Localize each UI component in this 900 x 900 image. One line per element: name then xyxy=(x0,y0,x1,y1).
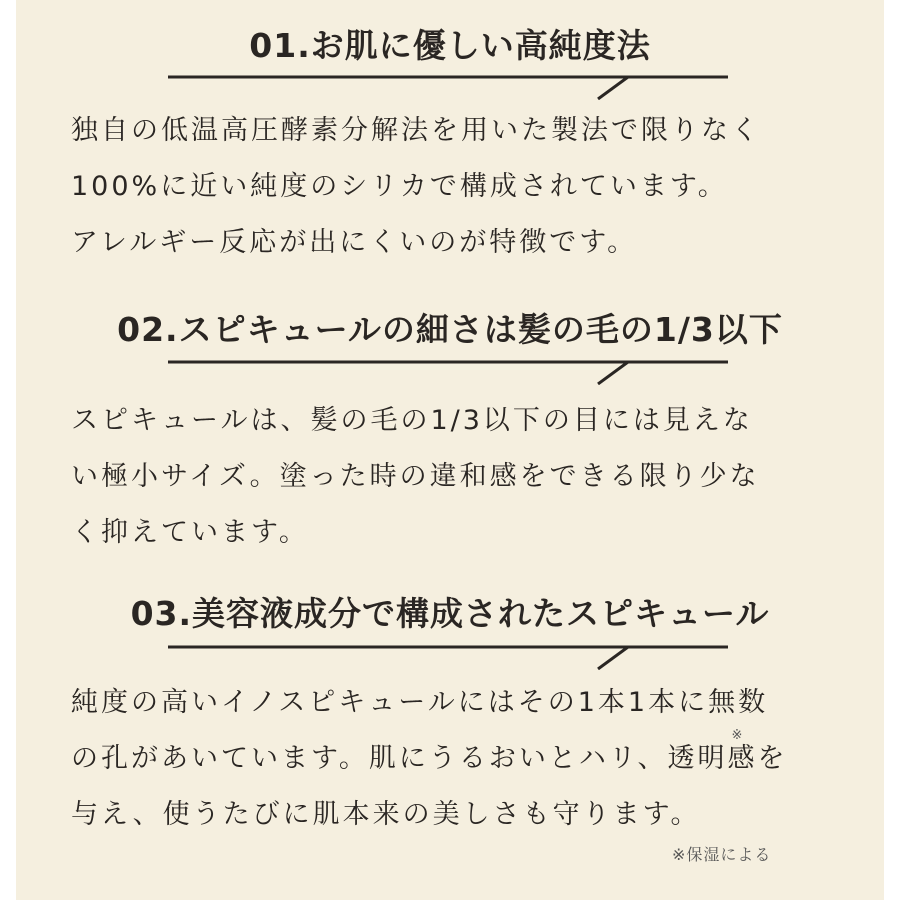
heading-divider-1 xyxy=(168,70,730,100)
section-2-line: い極小サイズ。塗った時の違和感をできる限り少な xyxy=(71,461,760,492)
section-1-line: アレルギー反応が出にくいのが特徴です。 xyxy=(71,227,638,258)
section-1-line: 100%に近い純度のシリカで構成されています。 xyxy=(71,171,728,202)
section-3-line: 純度の高いイノスピキュールにはその1本1本に無数 xyxy=(71,687,769,718)
section-1-body xyxy=(71,103,871,271)
heading-divider-2 xyxy=(168,355,730,385)
section-1-heading: 01.お肌に優しい高純度法 xyxy=(249,26,651,65)
section-3-line-part: を xyxy=(757,743,788,774)
section-2-line: く抑えています。 xyxy=(71,517,309,548)
content-panel xyxy=(16,0,884,900)
section-3-line-with-note xyxy=(71,728,871,787)
note-marker: ※ xyxy=(731,728,743,743)
section-2-line: スピキュールは、髪の毛の1/3以下の目には見えな xyxy=(71,405,753,436)
section-3-line-part: の孔があいています。肌にうるおいとハリ、透明 xyxy=(71,743,728,774)
section-3-line: 与え、使うたびに肌本来の美しさも守ります。 xyxy=(71,799,701,830)
marked-char: 感 xyxy=(727,743,758,774)
section-2-heading: 02.スピキュールの細さは髪の毛の1/3以下 xyxy=(117,310,783,349)
heading-divider-3 xyxy=(168,640,730,670)
section-2-body xyxy=(71,393,871,561)
section-3-body xyxy=(71,675,871,843)
note-marked-char xyxy=(727,728,758,774)
section-3-heading: 03.美容液成分で構成されたスピキュール xyxy=(130,594,770,633)
footnote: ※保湿による xyxy=(672,845,772,864)
section-1-line: 独自の低温高圧酵素分解法を用いた製法で限りなく xyxy=(71,115,761,146)
